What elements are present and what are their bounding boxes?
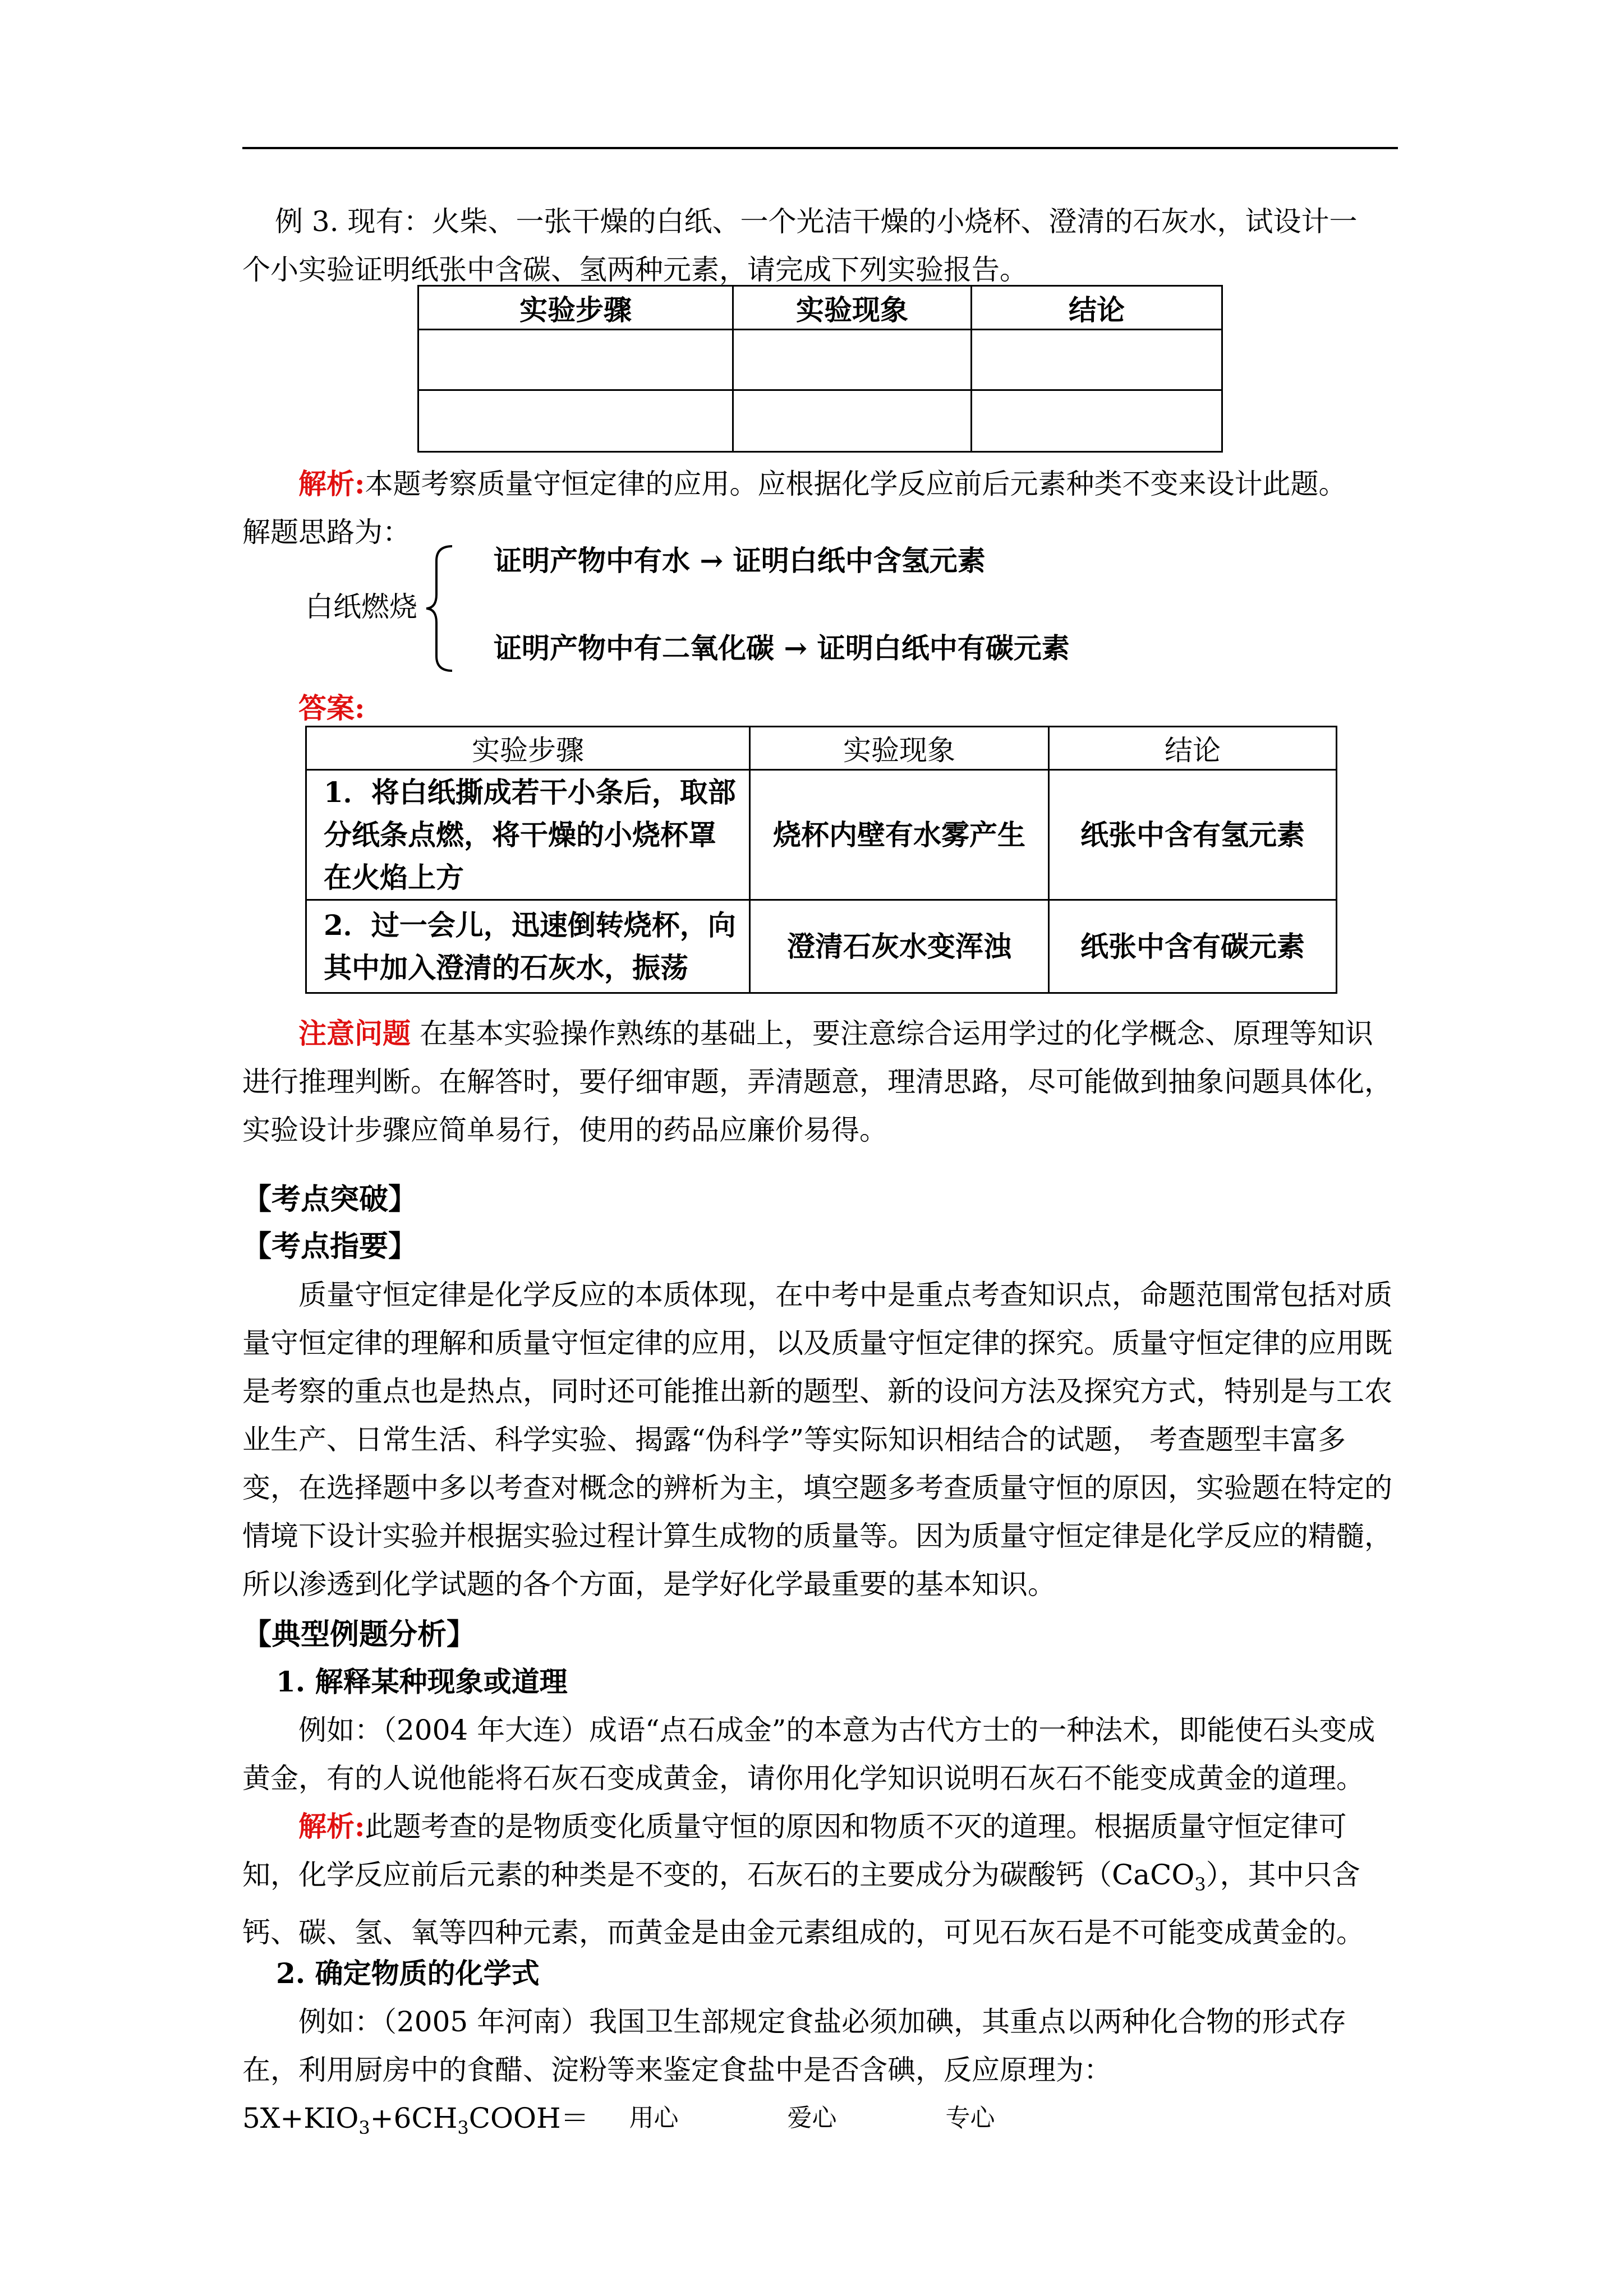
blank-report-table [417,285,1223,453]
page-footer [0,2097,1624,2133]
blank-header-conclusion: 结论 [972,286,1222,330]
typical-item1-title: 1. 解释某种现象或道理 [276,1665,568,1698]
footer-item: 专心 [945,2104,995,2132]
footer-item: 爱心 [787,2104,837,2132]
header-rule [242,147,1398,149]
section-title-breakthrough: 【考点突破】 [242,1182,418,1216]
section-title-key-points: 【考点指要】 [242,1229,418,1264]
example3-line2: 个小实验证明纸张中含碳、氢两种元素，请完成下列实验报告。 [242,253,1028,286]
note-paragraph: 注意问题 在基本实验操作熟练的基础上，要注意综合运用学过的化学概念、原理等知识进行推理判断。在解答时，要仔细审题，弄清题意，理清思路，尽可能做到抽象问题具体化，实验设计步骤应简单易行，使用的药品应廉价易得。 [242,1017,1392,1146]
answer-header-step: 实验步骤 [306,727,750,770]
typical-item2-title: 2. 确定物质的化学式 [276,1957,540,1990]
answer-conclusion-1: 纸张中含有氢元素 [1049,770,1337,900]
blank-row [418,330,1222,390]
typical-analysis-label: 解析: [298,1810,365,1843]
blank-header-phenomenon: 实验现象 [733,286,972,330]
analysis1-line2: 解题思路为： [242,516,411,548]
flow-branch2: 证明产物中有二氧化碳 → 证明白纸中有碳元素 [494,631,1070,665]
answer-step-2: 2．过一会儿，迅速倒转烧杯，向其中加入澄清的石灰水，振荡 [306,900,750,993]
reasoning-flow [242,538,1140,684]
table-row [306,900,1337,993]
typical-item2-example: 例如：（2005 年河南）我国卫生部规定食盐必须加碘，其重点以两种化合物的形式存在，利用厨房中的食醋、淀粉等来鉴定食盐中是否含碘，反应原理为：$5X+KIO_3+6CH_3COOH=$ [242,2005,1347,2138]
typical-item1-example: 例如：（2004 年大连）成语“点石成金”的本意为古代方士的一种法术，即能使石头变成黄金，有的人说他能将石灰石变成黄金，请你用化学知识说明石灰石不能变成黄金的道理。 [242,1714,1375,1795]
analysis1-line1: 解析:本题考察质量守恒定律的应用。应根据化学反应前后元素种类不变来设计此题。 [298,467,1347,500]
typical-item1-analysis: 解析:此题考查的是物质变化质量守恒的原因和物质不灭的道理。根据质量守恒定律可知，化学反应前后元素的种类是不变的，石灰石的主要成分为碳酸钙（CaCO$_3$），其中只含钙、碳、氢、氧等四种元素，而黄金是由金元素组成的，可见石灰石是不可能变成黄金的。 [242,1810,1364,1949]
answer-phenomenon-2: 澄清石灰水变浑浊 [750,900,1049,993]
answer-header-conclusion: 结论 [1049,727,1337,770]
curly-brace-icon [424,544,458,673]
example3-line1: 例 3. 现有：火柴、一张干燥的白纸、一个光洁干燥的小烧杯、澄清的石灰水，试设计一 [275,205,1358,238]
answer-phenomenon-1: 烧杯内壁有水雾产生 [750,770,1049,900]
answer-header-phenomenon: 实验现象 [750,727,1049,770]
blank-row [418,390,1222,452]
typical-title: 【典型例题分析】 [242,1617,476,1652]
answer-step-1: 1．将白纸撕成若干小条后，取部分纸条点燃，将干燥的小烧杯罩在火焰上方 [306,770,750,900]
blank-header-step: 实验步骤 [418,286,733,330]
note-label: 注意问题 [298,1017,411,1050]
flow-branch1: 证明产物中有水 → 证明白纸中含氢元素 [494,544,986,577]
answer-table [305,726,1337,994]
answer-conclusion-2: 纸张中含有碳元素 [1049,900,1337,993]
section-paragraph: 质量守恒定律是化学反应的本质体现，在中考中是重点考查知识点，命题范围常包括对质量守恒定律的理解和质量守恒定律的应用，以及质量守恒定律的探究。质量守恒定律的应用既是考察的重点也是热点，同时还可能推出新的题型、新的设问方法及探究方式，特别是与工农业生产、日常生活、科学实验、揭露“伪科学”等实际知识相结合的试题， 考查题型丰富多变，在选择题中多以考查对概念的辨析为主，填空题多考查质量守恒的原因，实验题在特定的情境下设计实验并根据实验过程计算生成物的质量等。因为质量守恒定律是化学反应的精髓，所以渗透到化学试题的各个方面，是学好化学最重要的基本知识。 [242,1279,1392,1601]
table-row [306,770,1337,900]
answer-label: 答案: [298,691,365,725]
flow-root: 白纸燃烧 [305,591,417,623]
footer-item: 用心 [629,2104,679,2132]
analysis-label: 解析: [298,467,365,500]
